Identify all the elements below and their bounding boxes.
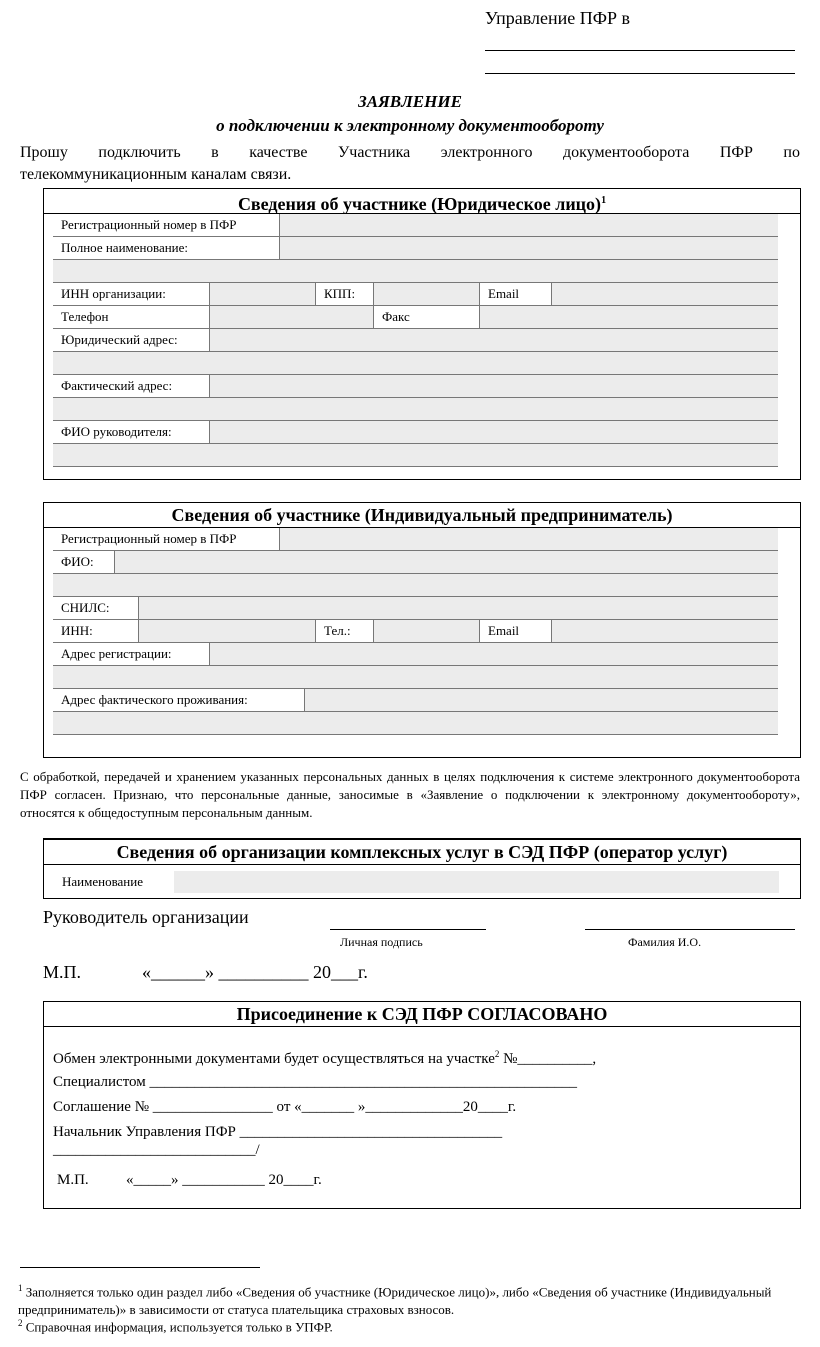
intro-line-1: Прошу подключить в качестве Участника электронного документооборота ПФР по: [20, 144, 800, 161]
ip-actual-address-label: Адрес фактического проживания:: [53, 689, 305, 711]
legal-entity-heading: Сведения об участнике (Юридическое лицо)$^1$: [44, 189, 800, 214]
document-subtitle: о подключении к электронному документообороту: [216, 116, 604, 135]
approval-section: [43, 1001, 801, 1209]
ip-reg-number-field[interactable]: [280, 528, 778, 550]
legal-full-name-row-2[interactable]: [53, 260, 778, 283]
signature-date[interactable]: «______» __________ 20___г.: [142, 962, 368, 982]
footnote-1: $^1$ Заполняется только один раздел либо «Сведения об участнике (Юридическое лицо)», либо «Сведения об участнике (Индивидуальный предприниматель)» в зависимости от статуса плательщика страховых взносов.: [18, 1283, 772, 1318]
individual-heading: Сведения об участнике (Индивидуальный предприниматель): [44, 503, 800, 528]
ip-tel-label: Тел.:: [316, 620, 374, 642]
signature-line[interactable]: [330, 929, 486, 930]
individual-section: [43, 502, 801, 758]
approval-specialist[interactable]: Специалистом _________________________________________________________: [53, 1074, 578, 1090]
legal-actual-address-row: [53, 375, 778, 398]
header-title: Управление ПФР в: [485, 8, 631, 28]
intro-paragraph: [20, 142, 800, 186]
ip-inn-label: ИНН:: [53, 620, 139, 642]
name-line[interactable]: [585, 929, 795, 930]
footnote-separator: [20, 1267, 260, 1268]
legal-phone-field[interactable]: [210, 306, 374, 328]
legal-entity-section: [43, 188, 801, 480]
legal-phone-label: Телефон: [53, 306, 210, 328]
consent-text: С обработкой, передачей и хранением указанных персональных данных в целях подключения к системе электронного документооборота ПФР согласен. Признаю, что персональные данные, заносимые в «Заявление о подключении к электронному документообороту», относятся к общедоступным персональным данным.: [20, 769, 800, 820]
legal-director-label: ФИО руководителя:: [53, 421, 210, 443]
ip-snils-label: СНИЛС:: [53, 597, 139, 619]
ip-reg-address-field[interactable]: [210, 643, 778, 665]
operator-name-label: Наименование: [62, 874, 143, 889]
operator-name-field[interactable]: [174, 871, 779, 893]
approval-date[interactable]: «_____» ___________ 20____г.: [126, 1172, 322, 1188]
approval-mp: М.П.: [57, 1172, 89, 1188]
ip-actual-address-row: [53, 689, 778, 712]
legal-phone-row: [53, 306, 778, 329]
legal-address-row: [53, 329, 778, 352]
header-line-2: [485, 73, 795, 74]
legal-fax-label: Факс: [374, 306, 480, 328]
operator-heading: Сведения об организации комплексных услуг в СЭД ПФР (оператор услуг): [44, 840, 800, 865]
ip-fio-row: [53, 551, 778, 574]
footnote-2: $^2$ Справочная информация, используется только в УПФР.: [18, 1318, 333, 1335]
ip-inn-row: [53, 620, 778, 643]
ip-actual-address-row-2[interactable]: [53, 712, 778, 735]
signature-caption: Личная подпись: [340, 935, 423, 949]
ip-fio-field[interactable]: [115, 551, 778, 573]
ip-reg-number-row: [53, 528, 778, 551]
legal-email-label: Email: [480, 283, 552, 305]
header-line-1: [485, 50, 795, 51]
ip-reg-address-row: [53, 643, 778, 666]
legal-full-name-row: [53, 237, 778, 260]
approval-chief-name[interactable]: ___________________________/: [53, 1142, 260, 1158]
legal-kpp-label: КПП:: [316, 283, 374, 305]
legal-inn-label: ИНН организации:: [53, 283, 210, 305]
ip-inn-field[interactable]: [139, 620, 316, 642]
legal-address-field[interactable]: [210, 329, 778, 351]
ip-snils-field[interactable]: [139, 597, 778, 619]
mp-label: М.П.: [43, 962, 82, 982]
ip-reg-address-label: Адрес регистрации:: [53, 643, 210, 665]
ip-fio-label: ФИО:: [53, 551, 115, 573]
ip-reg-address-row-2[interactable]: [53, 666, 778, 689]
ip-fio-row-2[interactable]: [53, 574, 778, 597]
approval-chief[interactable]: Начальник Управления ПФР ___________________________________: [53, 1124, 503, 1140]
legal-inn-field[interactable]: [210, 283, 316, 305]
ip-email-label: Email: [480, 620, 552, 642]
approval-exchange[interactable]: Обмен электронными документами будет осуществляться на участке$^2$ №__________,: [53, 1049, 597, 1067]
legal-inn-row: [53, 283, 778, 306]
operator-section: [43, 838, 801, 899]
ip-email-field[interactable]: [552, 620, 778, 642]
legal-full-name-field[interactable]: [280, 237, 778, 259]
approval-agreement[interactable]: Соглашение № ________________ от «_______ »_____________20____г.: [53, 1099, 517, 1115]
legal-full-name-label: Полное наименование:: [53, 237, 280, 259]
approval-heading: Присоединение к СЭД ПФР СОГЛАСОВАНО: [44, 1002, 800, 1027]
name-caption: Фамилия И.О.: [628, 935, 702, 949]
legal-address-label: Юридический адрес:: [53, 329, 210, 351]
legal-reg-number-row: [53, 214, 778, 237]
legal-director-row-2[interactable]: [53, 444, 778, 467]
ip-snils-row: [53, 597, 778, 620]
legal-director-row: [53, 421, 778, 444]
legal-actual-address-field[interactable]: [210, 375, 778, 397]
legal-fax-field[interactable]: [480, 306, 778, 328]
legal-actual-address-label: Фактический адрес:: [53, 375, 210, 397]
ip-actual-address-field[interactable]: [305, 689, 778, 711]
ip-tel-field[interactable]: [374, 620, 480, 642]
ip-reg-number-label: Регистрационный номер в ПФР: [53, 528, 280, 550]
legal-reg-number-label: Регистрационный номер в ПФР: [53, 214, 280, 236]
legal-address-row-2[interactable]: [53, 352, 778, 375]
legal-reg-number-field[interactable]: [280, 214, 778, 236]
director-label: Руководитель организации: [43, 907, 249, 927]
legal-actual-address-row-2[interactable]: [53, 398, 778, 421]
legal-kpp-field[interactable]: [374, 283, 480, 305]
document-title: ЗАЯВЛЕНИЕ: [358, 92, 462, 111]
legal-email-field[interactable]: [552, 283, 778, 305]
legal-director-field[interactable]: [210, 421, 778, 443]
intro-line-2: телекоммуникационным каналам связи.: [20, 166, 292, 183]
